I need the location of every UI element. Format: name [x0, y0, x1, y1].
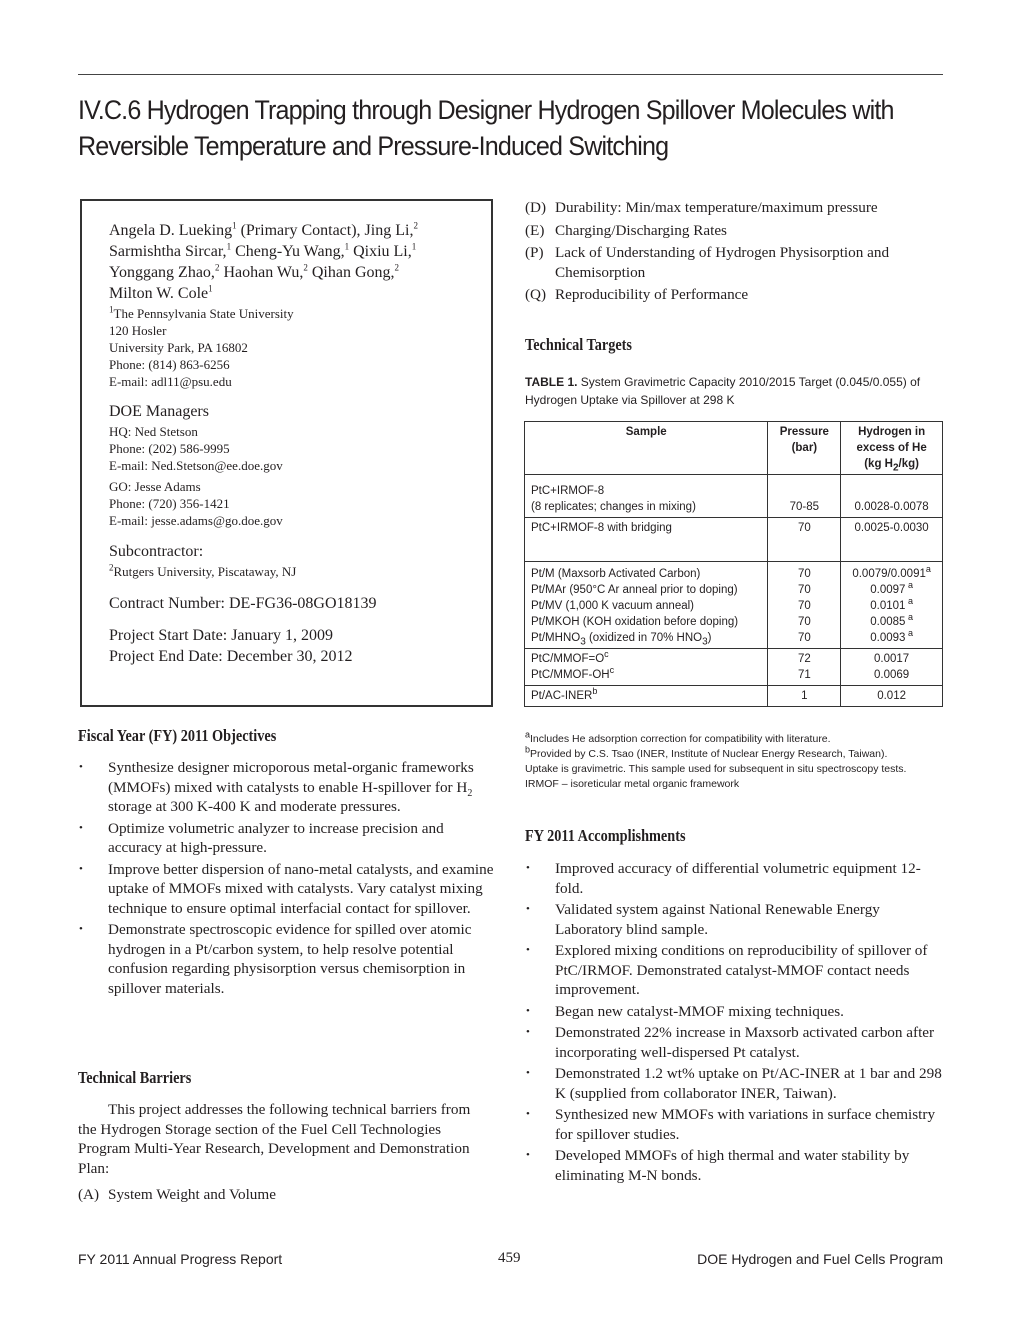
address-line: 120 Hosler: [109, 323, 167, 338]
affiliation: The Pennsylvania State University: [113, 306, 294, 321]
table-header-row: [525, 422, 943, 475]
targets-table: [524, 421, 943, 707]
email: E-mail: jesse.adams@go.doe.gov: [109, 513, 283, 528]
email: E-mail: adl11@psu.edu: [109, 374, 232, 389]
table-caption-text: System Gravimetric Capacity 2010/2015 Target (0.045/0.055) of Hydrogen Uptake via Spillover at 298 K: [525, 375, 921, 407]
list-item: • Optimize volumetric analyzer to increase precision and accuracy at high-pressure.: [78, 819, 498, 858]
cell-text: 0.0101: [870, 600, 906, 612]
barrier-code: (E): [525, 221, 545, 239]
table-label: TABLE 1.: [525, 375, 578, 389]
start-date: Project Start Date: January 1, 2009: [109, 627, 333, 644]
subcontractor-heading: Subcontractor:: [109, 543, 204, 560]
header-rule: [78, 74, 943, 75]
title-line-1: IV.C.6 Hydrogen Trapping through Designer Hydrogen Spillover Molecules with: [78, 95, 894, 125]
barrier-code: (A): [78, 1186, 100, 1203]
objective-text: Synthesize designer microporous metal-organic frameworks (MMOFs) mixed with catalysts to enable H-spillover for H: [108, 759, 474, 796]
cell-text: Pt/MAr (950°C Ar anneal prior to doping): [531, 584, 738, 596]
header-text: (bar): [791, 442, 818, 454]
end-date: Project End Date: December 30, 2012: [109, 648, 353, 665]
cell-text: 70: [797, 600, 811, 612]
manager-name: GO: Jesse Adams: [109, 479, 201, 494]
header-text: Hydrogen in: [858, 426, 926, 438]
table-row: [525, 518, 943, 562]
barrier-code: (D): [525, 199, 547, 216]
table-cell: [768, 649, 841, 686]
barrier-item: [78, 1185, 518, 1205]
subcontractor-name: Rutgers University, Piscataway, NJ: [113, 564, 297, 579]
table-cell: 0.012: [841, 686, 943, 707]
header-pressure: [768, 422, 841, 475]
barrier-text: Lack of Understanding of Hydrogen Physisorption and Chemisorption: [555, 244, 890, 281]
footer-report-name: FY 2011 Annual Progress Report: [78, 1251, 283, 1267]
contact-box: [80, 199, 493, 707]
list-item: • Synthesized new MMOFs with variations in surface chemistry for spillover studies.: [525, 1105, 943, 1144]
objective-text: storage at 300 K-400 K and moderate pressures.: [108, 798, 401, 815]
author-name: Yonggang Zhao,: [109, 264, 215, 281]
header-sample: Sample: [525, 422, 768, 475]
list-item: • Demonstrate spectroscopic evidence for spilled over atomic hydrogen in a Pt/carbon system, to help resolve potential confusion regarding physisorption versus chemisorption in spillover materials.: [78, 920, 498, 998]
affiliation-block: $^1$The Pennsylvania State University 120 Hosler University Park, PA 16802 Phone: (814) 863-6256 E-mail: adl11@psu.edu: [109, 305, 489, 390]
cell-text: 0.0017: [874, 653, 910, 665]
author-list: Angela D. Lueking$^1$ (Primary Contact), Jing Li,$^2$ Sarmishtha Sircar,$^1$ Cheng-Yu Wang,$^1$ Qixiu Li,$^1$ Yonggang Zhao,$^2$ Haohan Wu,$^2$ Qihan Gong,$^2$ Milton W. Cole$^1$: [109, 220, 418, 302]
objectives-list: [78, 758, 498, 1000]
cell-text: Pt/MHNO: [531, 632, 581, 644]
table-cell: 0.0028-0.0078: [841, 475, 943, 518]
cell-text: (8 replicates; changes in mixing): [531, 501, 696, 513]
barrier-code: (Q): [525, 286, 547, 303]
cell-text: PtC/MMOF-OH: [531, 669, 610, 681]
table-cell: [768, 562, 841, 649]
cell-text: 70: [797, 568, 811, 580]
table-cell: Pt/AC-INER$^b$: [525, 686, 768, 707]
cell-text: 0.0079/0.0091: [852, 568, 926, 580]
subcontractor: $^2$Rutgers University, Piscataway, NJ: [109, 562, 297, 579]
header-hydrogen: Hydrogen in excess of He (kg $H_2/kg$): [841, 422, 943, 475]
page-title: [78, 92, 915, 164]
barrier-item: [525, 243, 945, 282]
table-cell: 70-85: [768, 475, 841, 518]
list-item: • Improve better dispersion of nano-metal catalysts, and examine uptake of MMOFs mixed with catalysts. Vary catalyst mixing technique to ensure optimal interfacial contact for spillover.: [78, 860, 498, 919]
author-name: Qihan Gong,: [307, 264, 395, 281]
accomplishments-list: [525, 859, 943, 1187]
targets-heading: Technical Targets: [525, 335, 632, 354]
phone: Phone: (202) 586-9995: [109, 441, 230, 456]
author-name: Milton W. Cole: [109, 285, 209, 302]
footnote-text: Provided by C.S. Tsao (INER, Institute of Nuclear Energy Research, Taiwan).: [530, 748, 888, 760]
barrier-text: Charging/Discharging Rates: [555, 221, 727, 239]
table-row: [525, 562, 943, 649]
author-name: Angela D. Lueking: [109, 222, 233, 239]
list-item: • Synthesize designer microporous metal-organic frameworks (MMOFs) mixed with catalysts to enable H-spillover for $H_2$ storage at 300 K-400 K and moderate pressures.: [78, 758, 498, 817]
list-item: • Demonstrated 22% increase in Maxsorb activated carbon after incorporating well-dispersed Pt catalyst.: [525, 1023, 943, 1062]
cell-text: 72: [797, 653, 811, 665]
cell-text: 0.0097: [870, 584, 906, 596]
barriers-intro: This project addresses the following technical barriers from the Hydrogen Storage section of the Fuel Cell Technologies Program Multi-Year Research, Development and Demonstration Plan:: [78, 1101, 471, 1177]
barrier-list-continued: [525, 198, 945, 308]
barriers-heading: Technical Barriers: [78, 1068, 192, 1087]
cell-text: 70: [797, 584, 811, 596]
header-text: excess of He: [856, 442, 927, 454]
header-text: /kg): [898, 458, 919, 470]
barrier-item: [525, 285, 945, 305]
list-item: • Began new catalyst-MMOF mixing techniques.: [525, 1002, 943, 1022]
barrier-text: Durability: Min/max temperature/maximum pressure: [555, 199, 878, 216]
list-item: • Explored mixing conditions on reproducibility of spillover of PtC/IRMOF. Demonstrated catalyst-MMOF contact needs improvement.: [525, 941, 943, 1000]
footnote-text: Includes He adsorption correction for compatibility with literature.: [530, 733, 831, 745]
author-name: Qixiu Li,: [349, 243, 412, 260]
accomplishments-heading: FY 2011 Accomplishments: [525, 826, 686, 845]
header-text: (kg H: [864, 458, 893, 470]
table-cell: 1: [768, 686, 841, 707]
doe-managers-heading: DOE Managers: [109, 403, 209, 420]
cell-text: Pt/M (Maxsorb Activated Carbon): [531, 568, 701, 580]
author-name: (Primary Contact), Jing Li,: [236, 222, 414, 239]
list-item: • Validated system against National Renewable Energy Laboratory blind sample.: [525, 900, 943, 939]
table-cell: 0.0025-0.0030: [841, 518, 943, 562]
list-item: • Demonstrated 1.2 wt% uptake on Pt/AC-INER at 1 bar and 298 K (supplied from collaborator INER, Taiwan).: [525, 1064, 943, 1103]
barrier-item: [525, 221, 945, 241]
author-name: Haohan Wu,: [219, 264, 304, 281]
cell-text: 71: [797, 669, 811, 681]
cell-text: 0.0085: [870, 616, 906, 628]
list-item: • Improved accuracy of differential volumetric equipment 12-fold.: [525, 859, 943, 898]
cell-text: 0.0069: [874, 669, 910, 681]
contract-number: Contract Number: DE-FG36-08GO18139: [109, 595, 377, 612]
author-name: Sarmishtha Sircar,: [109, 243, 227, 260]
footer-program-name: DOE Hydrogen and Fuel Cells Program: [697, 1251, 943, 1267]
cell-text: (oxidized in 70% HNO: [585, 632, 703, 644]
list-item: • Developed MMOFs of high thermal and water stability by eliminating M-N bonds.: [525, 1146, 943, 1185]
phone: Phone: (814) 863-6256: [109, 357, 230, 372]
table-cell: 0.0079/0.0091$^a$ 0.0097 $^a$ 0.0101 $^a$ 0.0085 $^a$ 0.0093 $^a$: [841, 562, 943, 649]
author-name: Cheng-Yu Wang,: [231, 243, 345, 260]
cell-text: Pt/MKOH (KOH oxidation before doping): [531, 616, 739, 628]
cell-text: PtC/MMOF=O: [531, 653, 605, 665]
doe-managers: [109, 423, 489, 529]
table-cell: PtC/$MMOF=O^c$ PtC/$MMOF-OH^c$: [525, 649, 768, 686]
cell-text: 70: [797, 616, 811, 628]
title-line-2: Reversible Temperature and Pressure-Induced Switching: [78, 131, 669, 161]
footnote: $^b$Provided by C.S. Tsao (INER, Institute of Nuclear Energy Research, Taiwan).: [525, 744, 888, 760]
manager-name: HQ: Ned Stetson: [109, 424, 198, 439]
cell-text: 70: [797, 632, 811, 644]
table-cell: PtC+IRMOF-8 with bridging: [525, 518, 768, 562]
barrier-text: System Weight and Volume: [108, 1186, 276, 1203]
footnote: Uptake is gravimetric. This sample used for subsequent in situ spectroscopy tests.: [525, 763, 907, 775]
table-row: [525, 475, 943, 518]
table-row: [525, 649, 943, 686]
table-row: [525, 686, 943, 707]
phone: Phone: (720) 356-1421: [109, 496, 230, 511]
barrier-text: Reproducibility of Performance: [555, 286, 749, 303]
cell-text: Pt/MV (1,000 K vacuum anneal): [531, 600, 694, 612]
cell-text: 0.0093: [870, 632, 906, 644]
table-cell: 70: [768, 518, 841, 562]
barrier-code: (P): [525, 244, 544, 261]
page-number: 459: [498, 1250, 521, 1266]
objectives-heading: Fiscal Year (FY) 2011 Objectives: [78, 726, 277, 745]
table-cell: [525, 475, 768, 518]
footnote: $^a$Includes He adsorption correction for compatibility with literature.: [525, 729, 831, 745]
table-caption: [525, 373, 945, 409]
cell-text: ): [707, 632, 712, 644]
header-text: Pressure: [779, 426, 829, 438]
footnote: IRMOF – isoreticular metal organic framework: [525, 778, 740, 790]
address-line: University Park, PA 16802: [109, 340, 248, 355]
email: E-mail: Ned.Stetson@ee.doe.gov: [109, 458, 283, 473]
table-cell: [841, 649, 943, 686]
table-footnotes: [525, 729, 945, 792]
barrier-item: [525, 198, 945, 218]
table-cell: Pt/M (Maxsorb Activated Carbon) Pt/MAr (950°C Ar anneal prior to doping) Pt/MV (1,000 K vacuum anneal) Pt/MKOH (KOH oxidation before doping) $Pt/MHNO_3$ (oxidized in 70% $HNO_3$): [525, 562, 768, 649]
cell-text: PtC+IRMOF-8: [531, 485, 605, 497]
cell-text: Pt/AC-INER: [531, 690, 593, 702]
